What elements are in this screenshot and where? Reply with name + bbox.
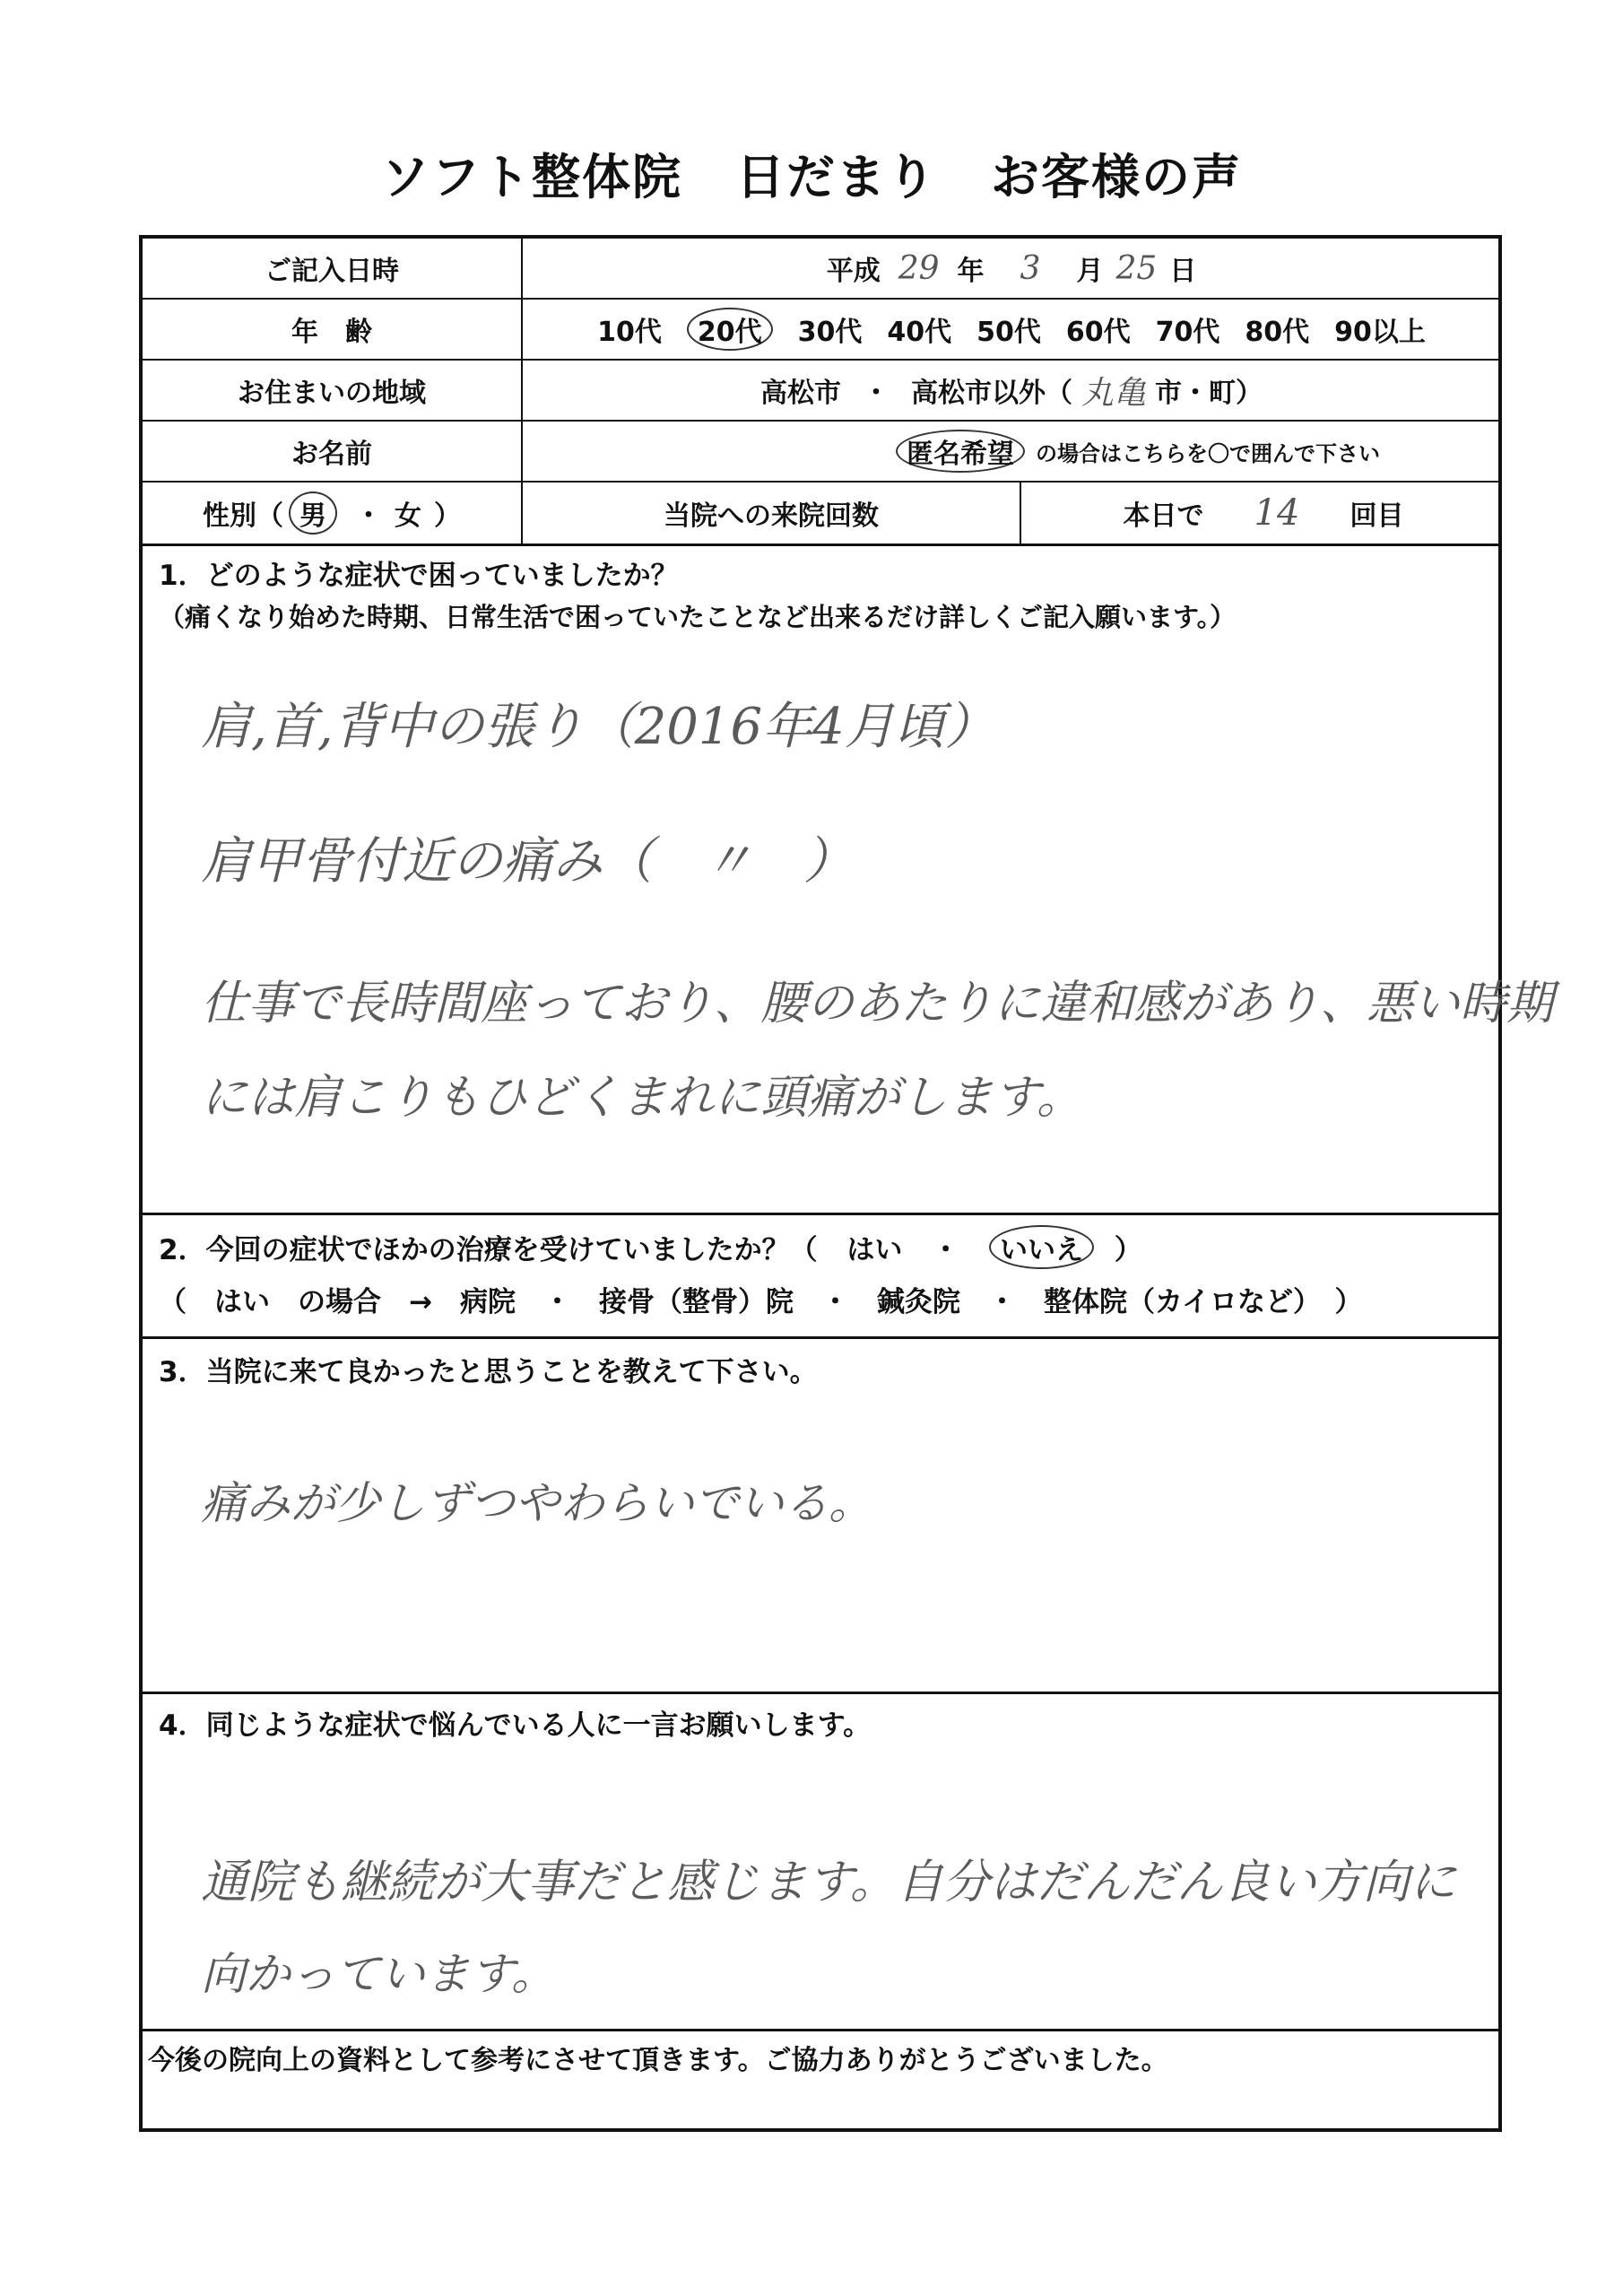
row-divider (143, 544, 1498, 546)
q1-answer-line: 肩,首,背中の張り（2016年4月頃） (201, 698, 995, 756)
section-divider (143, 1336, 1498, 1339)
section-divider (143, 1213, 1498, 1215)
gender-male-selected[interactable]: 男 (289, 491, 337, 535)
q1-note: （痛くなり始めた時期、日常生活で困っていたことなど出来るだけ詳しくご記入願います。） (159, 602, 1237, 632)
anonymous-note: の場合はこちらを〇で囲んで下さい (1036, 440, 1380, 466)
section-divider (143, 2029, 1498, 2031)
survey-form (139, 235, 1554, 2132)
q2-separator: ・ (932, 1234, 960, 1266)
gender-close: ） (434, 500, 461, 532)
region-separator: ・ (862, 378, 890, 409)
clinic-name: 日だまり (736, 149, 937, 205)
gender-separator: ・ (355, 500, 382, 532)
visit-count-field[interactable] (1021, 483, 1506, 544)
visits-label: 当院への来院回数 (664, 500, 879, 532)
form-subtitle: お客様の声 (991, 149, 1242, 205)
age-option-60s[interactable]: 60代 (1065, 317, 1131, 348)
q3-answer[interactable]: 痛みが少しずつやわらいでいる。 (201, 1477, 873, 1529)
visit-count-value: 14 (1254, 492, 1300, 534)
gender-label: 性別（ (203, 500, 283, 532)
page-title (0, 139, 1623, 208)
q1-answer-line: 肩甲骨付近の痛み（ 〃 ） (201, 832, 854, 891)
footer-note: 今後の院向上の資料として参考にさせて頂きます。ご協力ありがとうございました。 (148, 2045, 1168, 2076)
age-label: 年 齢 (291, 317, 372, 348)
region-label: お住まいの地域 (238, 378, 426, 409)
q2-yes-option[interactable]: はい (846, 1234, 903, 1266)
year-unit: 年 (957, 256, 985, 287)
clinic-type: ソフト整体院 (381, 149, 682, 205)
date-label: ご記入日時 (265, 256, 399, 287)
age-option-30s[interactable]: 30代 (797, 317, 863, 348)
q1-question: 1．どのような症状で困っていましたか？ (159, 560, 679, 592)
era-label: 平成 (826, 256, 881, 287)
region-other-suffix: 市・町） (1155, 378, 1263, 409)
name-label: お名前 (291, 439, 372, 470)
q3-question: 3．当院に来て良かったと思うことを教えて下さい。 (159, 1356, 818, 1388)
region-takamatsu[interactable]: 高松市 (759, 378, 841, 409)
q2-sub-options: （ はい の場合 → 病院 ・ 接骨（整骨）院 ・ 鍼灸院 ・ 整体院（カイロなど） ） (159, 1286, 1363, 1318)
section-divider (143, 1692, 1498, 1694)
day-unit: 日 (1169, 256, 1197, 287)
age-option-50s[interactable]: 50代 (976, 317, 1041, 348)
visit-unit: 回目 (1350, 500, 1404, 532)
anonymous-option[interactable]: 匿名希望 (896, 430, 1025, 473)
gender-female[interactable]: 女 (395, 500, 421, 532)
gender-field[interactable] (143, 483, 521, 544)
region-other-value: 丸亀 (1081, 374, 1146, 412)
q1-answer-line: 仕事で長時間座っており、腰のあたりに違和感があり、悪い時期 (201, 977, 1554, 1031)
month-unit: 月 (1076, 256, 1104, 287)
visit-today-label: 本日で (1123, 500, 1204, 532)
region-other[interactable]: 高松市以外（ (910, 378, 1072, 409)
age-option-40s[interactable]: 40代 (887, 317, 952, 348)
q2-close: ） (1114, 1234, 1142, 1266)
age-option-20s-selected[interactable]: 20代 (687, 308, 773, 351)
q4-answer-line: 向かっています。 (201, 1948, 556, 2000)
region-field[interactable] (523, 361, 1500, 420)
q4-question: 4．同じような症状で悩んでいる人に一言お願いします。 (159, 1709, 872, 1742)
anonymous-field[interactable] (896, 422, 1506, 481)
q2-question-row (159, 1225, 1142, 1269)
q1-answer-line: には肩こりもひどくまれに頭痛がします。 (201, 1071, 1083, 1125)
date-field[interactable] (523, 239, 1500, 298)
age-option-80s[interactable]: 80代 (1245, 317, 1310, 348)
day-value: 25 (1115, 249, 1158, 287)
age-option-70s[interactable]: 70代 (1155, 317, 1220, 348)
year-value: 29 (898, 249, 940, 287)
q4-answer-line: 通院も継続が大事だと感じます。自分はだんだん良い方向に (201, 1856, 1456, 1909)
q2-no-option-selected[interactable]: いいえ (989, 1225, 1094, 1269)
age-options (523, 300, 1500, 359)
age-option-90plus[interactable]: 90以上 (1334, 317, 1426, 348)
month-value: 3 (1020, 249, 1041, 287)
q2-question: 2．今回の症状でほかの治療を受けていましたか？（ (159, 1234, 818, 1266)
age-option-10s[interactable]: 10代 (597, 317, 662, 348)
